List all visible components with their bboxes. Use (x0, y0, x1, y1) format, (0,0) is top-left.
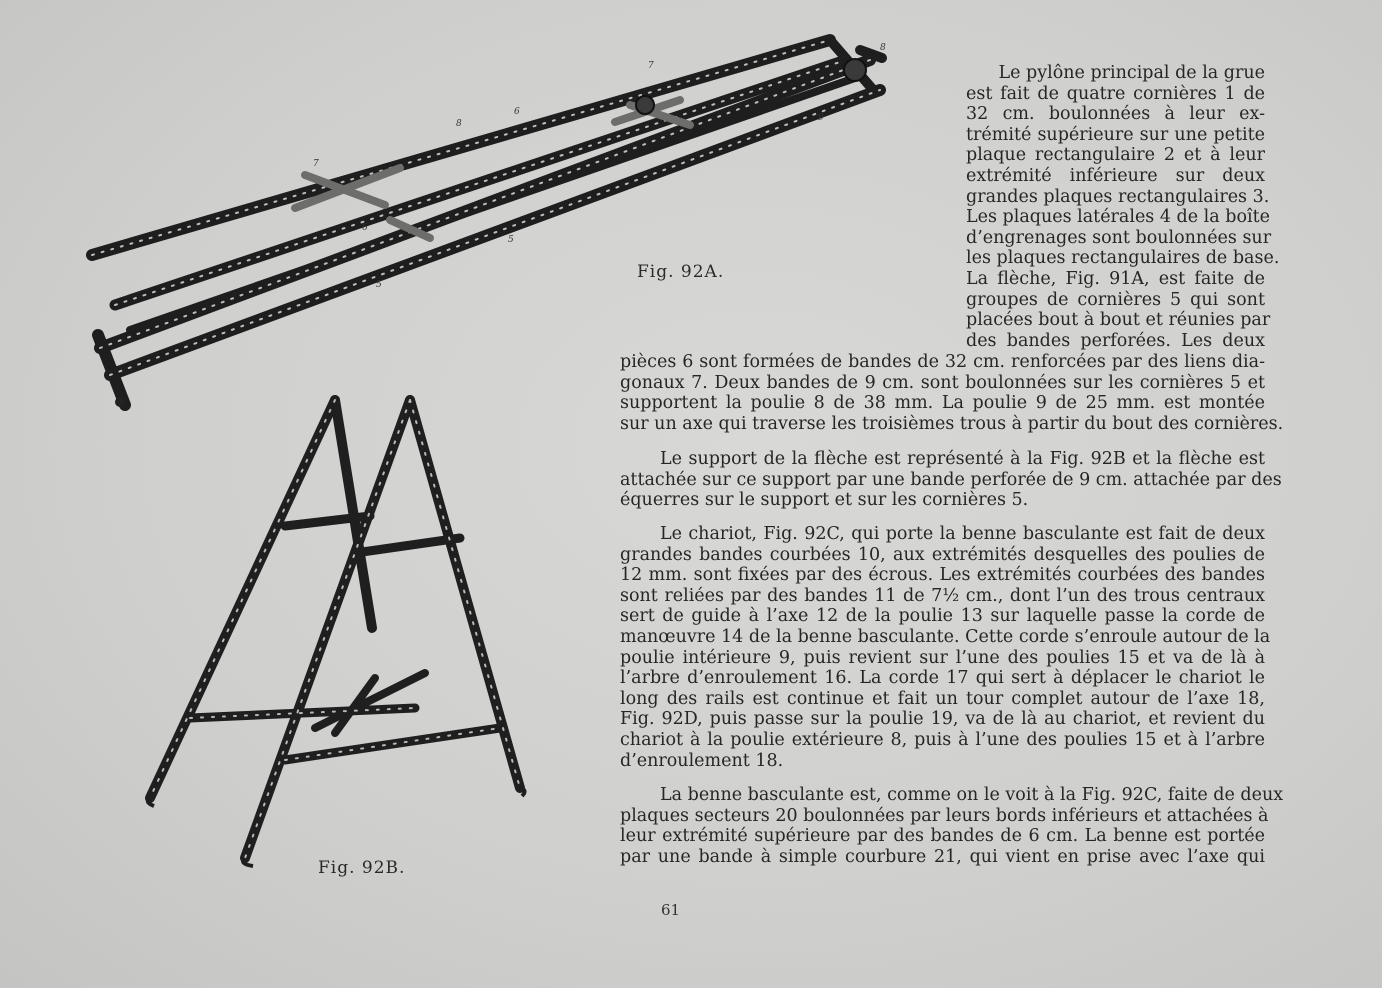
text-line: pièces 6 sont formées de bandes de 32 cm. renforcées par des liens dia- (620, 352, 1265, 372)
text-line: Le support de la flèche est représenté à la Fig. 92B et la flèche est (660, 449, 1265, 469)
text-line: Les plaques latérales 4 de la boîte (966, 207, 1270, 228)
text-line: équerres sur le support et sur les cornières 5. (620, 490, 1029, 511)
text-line: poulie intérieure 9, puis revient sur l’une des poulies 15 et va de là à (620, 647, 1265, 668)
page-number: 61 (661, 901, 681, 919)
text-line: attachée sur ce support par une bande perforée de 9 cm. attachée par des (620, 469, 1282, 490)
paragraph-jib-support (620, 449, 1282, 511)
text-line: Le chariot, Fig. 92C, qui porte la benne basculante est fait de deux (660, 524, 1265, 544)
text-line: extrémité inférieure sur deux (966, 165, 1265, 186)
svg-text:6: 6 (514, 107, 520, 117)
text-line: d’enroulement 18. (620, 750, 784, 771)
text-line: Le pylône principal de la grue (998, 63, 1265, 83)
text-line: des bandes perforées. Les deux (966, 330, 1265, 351)
text-line: gonaux 7. Deux bandes de 9 cm. sont boulonnées sur les cornières 5 et (620, 372, 1265, 393)
text-line: chariot à la poulie extérieure 8, puis à l’une des poulies 15 et à l’arbre (620, 729, 1265, 750)
svg-text:6: 6 (362, 223, 368, 233)
svg-text:5: 5 (376, 280, 382, 290)
text-line: les plaques rectangulaires de base. (966, 248, 1280, 269)
text-line: La flèche, Fig. 91A, est faite de (966, 268, 1265, 289)
svg-text:8: 8 (880, 43, 886, 53)
svg-text:9: 9 (818, 113, 824, 123)
text-line: placées bout à bout et réunies par (966, 310, 1271, 331)
paragraph-pylon-continued (620, 352, 1284, 434)
text-line: manœuvre 14 de la benne basculante. Cette corde s’enroule autour de la (620, 626, 1271, 647)
svg-text:8: 8 (456, 119, 462, 129)
figure-92a-caption: Fig. 92A. (637, 262, 725, 282)
paragraph-pylon-narrow (966, 63, 1280, 351)
text-line: leur extrémité supérieure par des bandes de 6 cm. La benne est portée (620, 826, 1265, 847)
text-line: Fig. 92D, puis passe sur la poulie 19, va de là au chariot, et revient du (620, 709, 1265, 730)
text-line: sert de guide à l’axe 12 de la poulie 13 sur laquelle passe la corde de (620, 606, 1265, 627)
text-line: l’arbre d’enroulement 16. La corde 17 qui sert à déplacer le chariot le (620, 668, 1265, 689)
svg-text:7: 7 (648, 61, 654, 71)
text-line: est fait de quatre cornières 1 de (966, 83, 1265, 104)
text-line: par une bande à simple courbure 21, qui vient en prise avec l’axe qui (620, 846, 1265, 867)
svg-text:7: 7 (313, 159, 319, 169)
text-line: plaques secteurs 20 boulonnées par leurs bords inférieurs et attachées à (620, 805, 1269, 826)
text-line: sont reliées par des bandes 11 de 7½ cm., dont l’un des trous centraux (620, 585, 1265, 606)
text-line: sur un axe qui traverse les troisièmes trous à partir du bout des cornières. (620, 413, 1284, 434)
paragraph-trolley (620, 524, 1271, 771)
text-line: groupes de cornières 5 qui sont (966, 289, 1265, 310)
svg-text:5: 5 (508, 235, 514, 245)
text-line: long des rails est continue et fait un tour complet autour de l’axe 18, (620, 688, 1265, 709)
text-line: 12 mm. sont fixées par des écrous. Les extrémités courbées des bandes (620, 565, 1265, 586)
text-line: grandes plaques rectangulaires 3. (966, 186, 1270, 207)
text-line: La benne basculante est, comme on le voit à la Fig. 92C, faite de deux (660, 785, 1284, 805)
paragraph-tipping-bucket (620, 785, 1284, 867)
text-line: grandes bandes courbées 10, aux extrémités desquelles des poulies de (620, 544, 1265, 565)
figure-92b-caption: Fig. 92B. (318, 858, 406, 878)
text-line: 32 cm. boulonnées à leur ex- (966, 104, 1265, 125)
figure-92b-support-illustration (140, 388, 560, 878)
text-line: supportent la poulie 8 de 38 mm. La poulie 9 de 25 mm. est montée (620, 393, 1265, 414)
text-line: plaque rectangulaire 2 et à leur (966, 145, 1265, 166)
text-line: d’engrenages sont boulonnées sur (966, 227, 1272, 248)
text-line: trémité supérieure sur une petite (966, 124, 1265, 145)
